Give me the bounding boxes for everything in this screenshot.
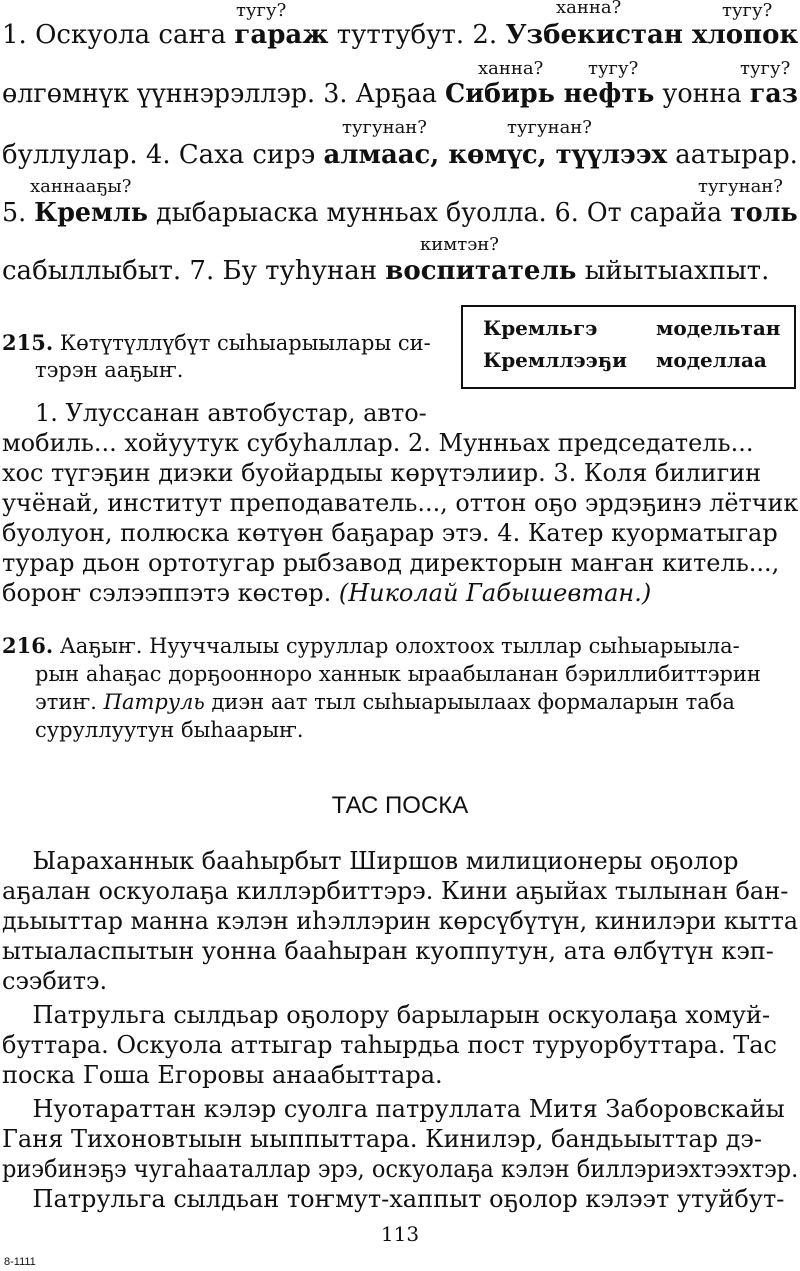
question-annotation: тугу? [722, 0, 773, 21]
question-annotation: ханна? [478, 58, 544, 79]
exercise-215-line-6: турар дьон ортотугар рыбзавод директорын маҥан китель..., [2, 549, 780, 577]
question-annotation: тугунан? [507, 117, 592, 138]
question-annotation: ханна? [556, 0, 622, 18]
exercise-216-line-4: суруллуутун быһаарыҥ. [35, 718, 304, 742]
exercise-214-line-5: сабыллыбыт. 7. Бу туһунан воспитатель ыйытыахпыт. [2, 256, 770, 286]
exercise-216-line-3: этиҥ. Патруль диэн аат тыл сыһыарыылаах формаларын таба [35, 690, 735, 714]
exercise-216-line-2: рын аһаҕас дорҕооннорo ханнык ыраабыланан бэриллибиттэрин [35, 662, 761, 686]
question-annotation: кимтэн? [420, 234, 499, 255]
exercise-214-line-3: буллулар. 4. Саха сирэ алмаас, көмүс, түүлээх аатырар. [2, 140, 798, 170]
table-cell: моделлаа [656, 348, 767, 372]
story-line: дьыыттар манна кэлэн иһэллэрин көрсүбүтүн, кинилэри кытта [2, 907, 799, 935]
page-number: 113 [380, 1222, 420, 1246]
table-cell: Кремллээҕи [483, 348, 627, 372]
story-line: аҕалан оскуолаҕа киллэрбиттэрэ. Кини аҕыйах тылынан бан- [2, 877, 789, 905]
exercise-215-instruction-cont: тэрэн ааҕыҥ. [35, 358, 184, 382]
question-annotation: тугу? [588, 58, 639, 79]
story-line: Ганя Тихоновтыын ыыппыттара. Кинилэр, бандьыыттар дэ- [2, 1125, 762, 1153]
question-annotation: ханнааҕы? [30, 176, 132, 197]
story-line: Ыараханнык бааһырбыт Ширшов милиционеры оҕолор [2, 847, 739, 875]
story-line: Патрульга сылдьар оҕолору барыларын оскуолаҕа хомуй- [2, 1001, 771, 1029]
exercise-215-instruction: 215. Көтүтүллүбүт сыһыарыылары си- [2, 330, 431, 355]
exercise-216-line-1: 216. Ааҕыҥ. Нууччалыы суруллар олохтоох тыллар сыһыарыыла- [2, 633, 740, 658]
exercise-214-line-2: өлгөмнүк үүннэрэллэр. 3. Арҕаа Сибирь нефть уонна газ [2, 79, 798, 109]
story-line: Патрульга сылдьан тоҥмут-хаппыт оҕолор кэлээт утуйбут- [2, 1185, 785, 1213]
question-annotation: тугунан? [342, 117, 427, 138]
exercise-215-line-2: мобиль... хойуутук субуһаллар. 2. Мунньах председатель... [2, 429, 754, 457]
story-line: Нуотараттан кэлэр суолга патруллата Митя Заборовскайы [2, 1095, 785, 1123]
story-line: буттара. Оскуола аттыгар таһырдьа пост туруорбуттара. Тас [2, 1031, 777, 1059]
table-cell: Кремльгэ [483, 316, 598, 340]
story-line: риэбинэҕэ чугаһааталлар эрэ, оскуолаҕа кэлэн биллэриэхтээхтэр. [2, 1155, 799, 1183]
exercise-215-line-7: бороҥ сэлээппэтэ көстөр. (Николай Габышевтан.) [2, 579, 652, 607]
question-annotation: тугу? [740, 58, 791, 79]
exercise-215-line-3: хос түгэҕин диэки буойардыы көрүтэлиир. 3. Коля билигин [2, 459, 762, 487]
exercise-215-line-5: буолуон, полюска көтүөн баҕарар этэ. 4. Катер куорматыгар [2, 519, 778, 547]
suffix-table-box [461, 305, 796, 389]
story-line: поска Гоша Егоровы анаабыттара. [2, 1061, 443, 1089]
exercise-214-line-1: 1. Оскуола саҥа гараж туттубут. 2. Узбекистан хлопок [2, 20, 799, 50]
question-annotation: тугу? [236, 0, 287, 21]
exercise-215-line-1: 1. Улуссанан автобустар, авто- [35, 399, 427, 427]
story-line: сээбитэ. [2, 967, 108, 995]
story-title: ТАС ПОСКА [331, 792, 469, 819]
table-cell: модельтан [656, 316, 781, 340]
question-annotation: тугунан? [698, 176, 783, 197]
exercise-215-line-4: учёнай, институт преподаватель..., оттон оҕо эрдэҕинэ лётчик [2, 489, 799, 517]
print-signature: 8-1111 [4, 1256, 36, 1268]
exercise-214-line-4: 5. Кремль дыбарыаска мунньах буолла. 6. От сарайа толь [2, 198, 798, 228]
story-line: ытыаласпытын уонна бааһыран куоппутун, ата өлбүтүн кэп- [2, 937, 774, 965]
